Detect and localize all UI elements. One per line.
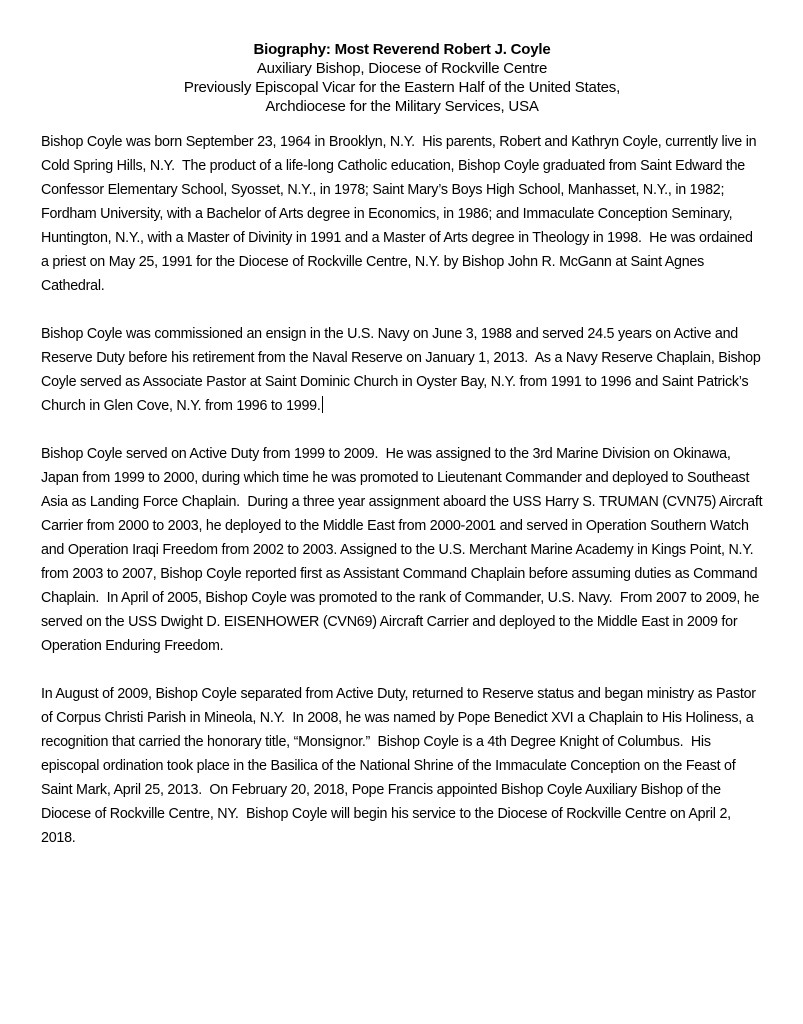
document-subtitle-line-3: Archdiocese for the Military Services, USA bbox=[265, 98, 539, 115]
document-subtitle-line-2: Previously Episcopal Vicar for the Eastern Half of the United States, bbox=[183, 79, 621, 96]
paragraph-3 bbox=[41, 442, 767, 658]
document-body[interactable] bbox=[41, 130, 767, 850]
document-header bbox=[41, 40, 763, 116]
paragraph-2 bbox=[41, 322, 763, 418]
paragraph-4 bbox=[41, 682, 763, 850]
document-title: Biography: Most Reverend Robert J. Coyle bbox=[253, 41, 551, 58]
text-cursor bbox=[322, 396, 324, 413]
paragraph-2-text: Bishop Coyle was commissioned an ensign in the U.S. Navy on June 3, 1988 and served 24.5 years on Active and Reserve Duty before his retirement from the Naval Reserve on January 1, 2013. As a Navy Reserve Chaplain, Bishop Coyle served as Associate Pastor at Saint Dominic Church in Oyster Bay, N.Y. from 1991 to 1996 and Saint Patrick’s Church in Glen Cove, N.Y. from 1996 to 1999. bbox=[41, 326, 765, 414]
paragraph-1-text: Bishop Coyle was born September 23, 1964 in Brooklyn, N.Y. His parents, Robert and Kathryn Coyle, currently live in Cold Spring Hills, N.Y. The product of a life-long Catholic education, Bishop Coyle graduated from Saint Edward the Confessor Elementary School, Syosset, N.Y., in 1978; Saint Mary’s Boys High School, Manhasset, N.Y., in 1982; Fordham University, with a Bachelor of Arts degree in Economics, in 1986; and Immaculate Conception Seminary, Huntington, N.Y., with a Master of Divinity in 1991 and a Master of Arts degree in Theology in 1998. He was ordained a priest on May 25, 1991 for the Diocese of Rockville Centre, N.Y. by Bishop John R. McGann at Saint Agnes Cathedral. bbox=[41, 134, 761, 294]
document-subtitle-line-1: Auxiliary Bishop, Diocese of Rockville Centre bbox=[256, 60, 548, 77]
paragraph-1 bbox=[41, 130, 763, 298]
paragraph-3-text: Bishop Coyle served on Active Duty from 1999 to 2009. He was assigned to the 3rd Marine Division on Okinawa, Japan from 1999 to 2000, during which time he was promoted to Lieutenant Commander and deployed to Southeast Asia as Landing Force Chaplain. During a three year assignment aboard the USS Harry S. TRUMAN (CVN75) Aircraft Carrier from 2000 to 2003, he deployed to the Middle East from 2000-2001 and served in Operation Southern Watch and Operation Iraqi Freedom from 2002 to 2003. Assigned to the U.S. Merchant Marine Academy in Kings Point, N.Y. from 2003 to 2007, Bishop Coyle reported first as Assistant Command Chaplain before assuming duties as Command Chaplain. In April of 2005, Bishop Coyle was promoted to the rank of Commander, U.S. Navy. From 2007 to 2009, he served on the USS Dwight D. EISENHOWER (CVN69) Aircraft Carrier and deployed to the Middle East in 2009 for Operation Enduring Freedom. bbox=[41, 446, 767, 654]
paragraph-4-text: In August of 2009, Bishop Coyle separated from Active Duty, returned to Reserve status and began ministry as Pastor of Corpus Christi Parish in Mineola, N.Y. In 2008, he was named by Pope Benedict XVI a Chaplain to His Holiness, a recognition that carried the honorary title, “Monsignor.” Bishop Coyle is a 4th Degree Knight of Columbus. His episcopal ordination took place in the Basilica of the National Shrine of the Immaculate Conception on the Feast of Saint Mark, April 25, 2013. On February 20, 2018, Pope Francis appointed Bishop Coyle Auxiliary Bishop of the Diocese of Rockville Centre, NY. Bishop Coyle will begin his service to the Diocese of Rockville Centre on April 2, 2018. bbox=[41, 686, 760, 846]
